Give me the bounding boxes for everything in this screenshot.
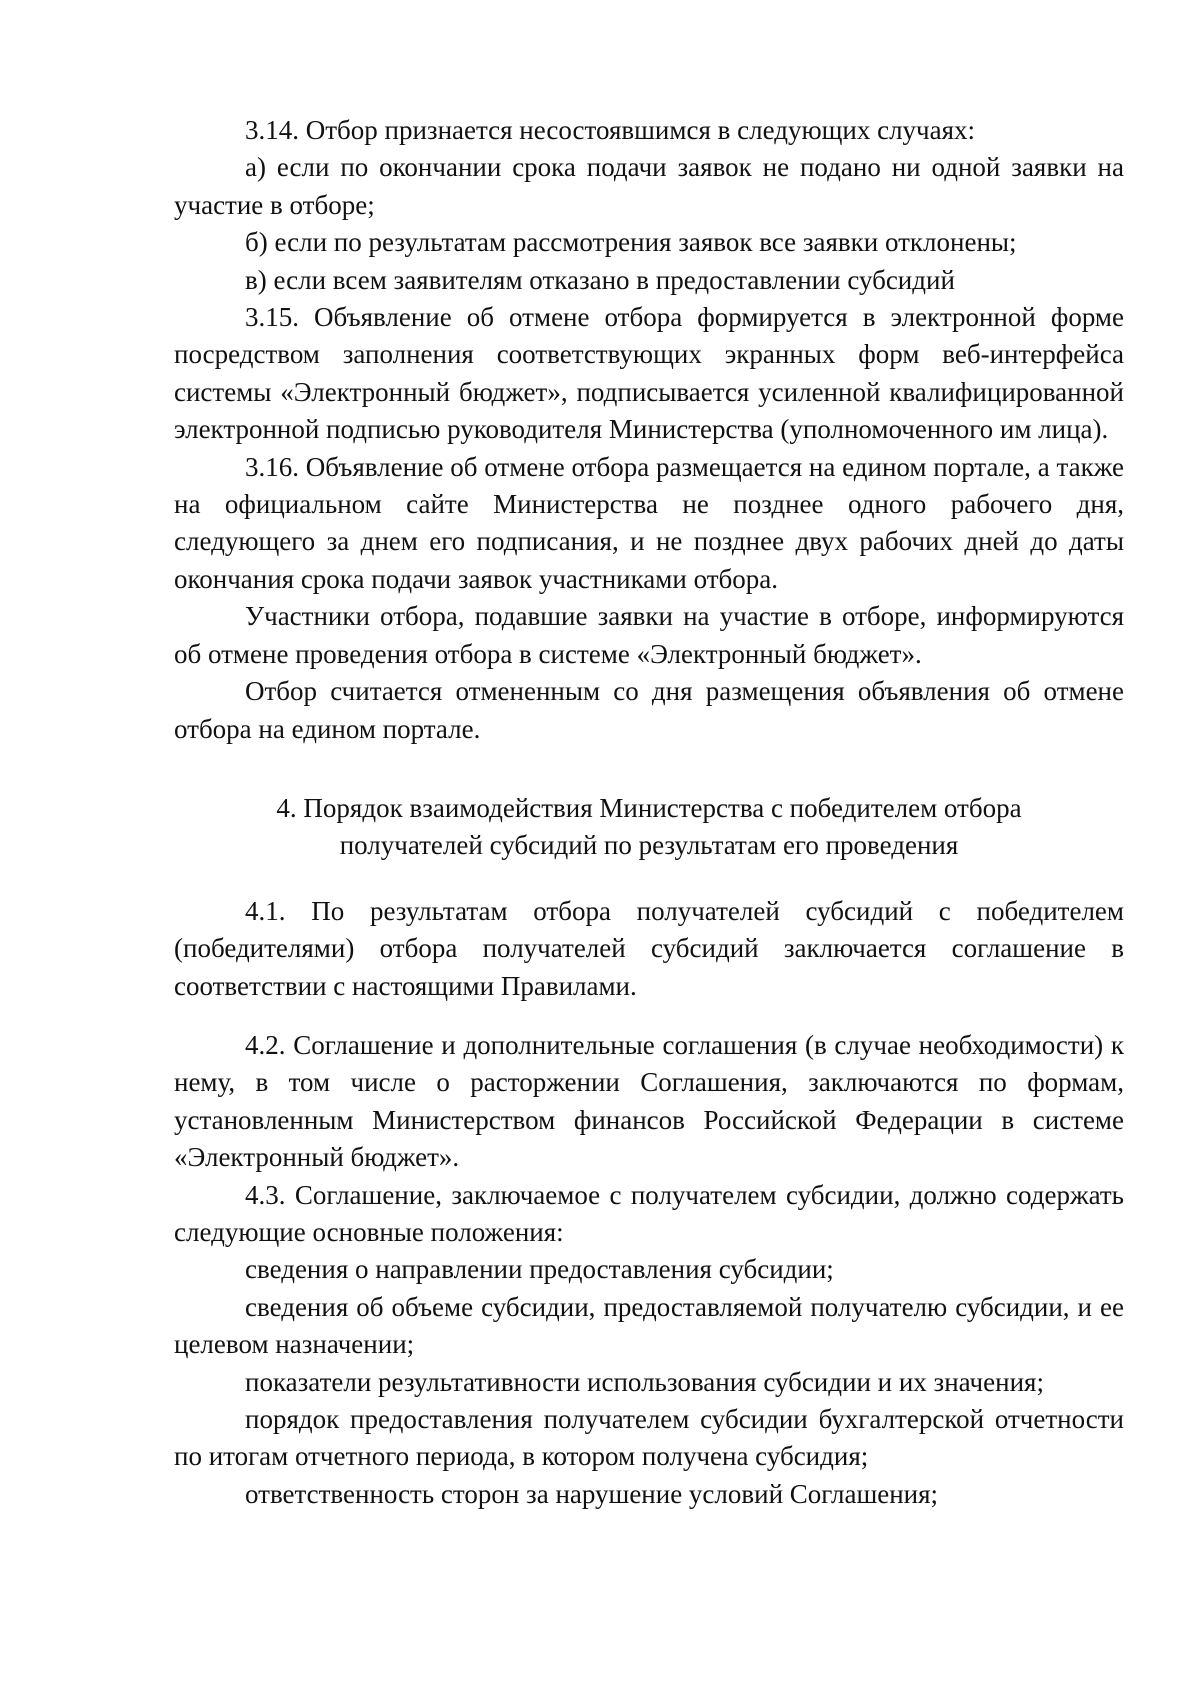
list-item-indicators: показатели результативности использования субсидии и их значения;	[245, 1366, 1044, 1397]
paragraph-4-1: 4.1. По результатам отбора получателей субсидий с победителем (победителями) отбора получателей субсидий заключается соглашение в соответствии с настоящими Правилами.	[174, 895, 1124, 1001]
paragraph-3-14-c: в) если всем заявителям отказано в предоставлении субсидий	[245, 264, 955, 295]
paragraph-3-14-a: а) если по окончании срока подачи заявок не подано ни одной заявки на участие в отборе;	[174, 152, 1124, 220]
list-item-responsibility: ответственность сторон за нарушение условий Соглашения;	[245, 1478, 939, 1509]
paragraph-4-2: 4.2. Соглашение и дополнительные соглашения (в случае необходимости) к нему, в том числе о расторжении Соглашения, заключаются по формам, установленным Министерством финансов Российской Федерации в системе «Электронный бюджет».	[174, 1029, 1124, 1173]
paragraph-participants: Участники отбора, подавшие заявки на участие в отборе, информируются об отмене проведения отбора в системе «Электронный бюджет».	[174, 601, 1124, 669]
list-item-volume: сведения об объеме субсидии, предоставляемой получателю субсидии, и ее целевом назначении;	[174, 1291, 1124, 1360]
section-heading-line-2: получателей субсидий по результатам его проведения	[339, 830, 959, 861]
document-body	[174, 112, 1124, 1513]
list-item-reporting: порядок предоставления получателем субсидии бухгалтерской отчетности по итогам отчетного периода, в котором получена субсидия;	[174, 1404, 1124, 1472]
paragraph-3-14: 3.14. Отбор признается несостоявшимся в следующих случаях:	[245, 115, 976, 145]
paragraph-3-16: 3.16. Объявление об отмене отбора размещается на едином портале, а также на официальном сайте Министерства не позднее одного рабочего дня, следующего за днем его подписания, и не позднее двух рабочих дней до даты окончания срока подачи заявок участниками отбора.	[174, 451, 1124, 594]
paragraph-cancelled: Отбор считается отмененным со дня размещения объявления об отмене отбора на едином портале.	[174, 676, 1124, 744]
section-heading-line-1: 4. Порядок взаимодействия Министерства с победителем отбора	[276, 792, 1022, 823]
paragraph-3-14-b: б) если по результатам рассмотрения заявок все заявки отклонены;	[245, 227, 1017, 258]
paragraph-4-3: 4.3. Соглашение, заключаемое с получателем субсидии, должно содержать следующие основные положения:	[174, 1179, 1124, 1247]
list-item-direction: сведения о направлении предоставления субсидии;	[245, 1254, 834, 1285]
paragraph-3-15: 3.15. Объявление об отмене отбора формируется в электронной форме посредством заполнения соответствующих экранных форм веб-интерфейса системы «Электронный бюджет», подписывается усиленной квалифицированной электронной подписью руководителя Министерства (уполномоченного им лица).	[174, 302, 1124, 445]
